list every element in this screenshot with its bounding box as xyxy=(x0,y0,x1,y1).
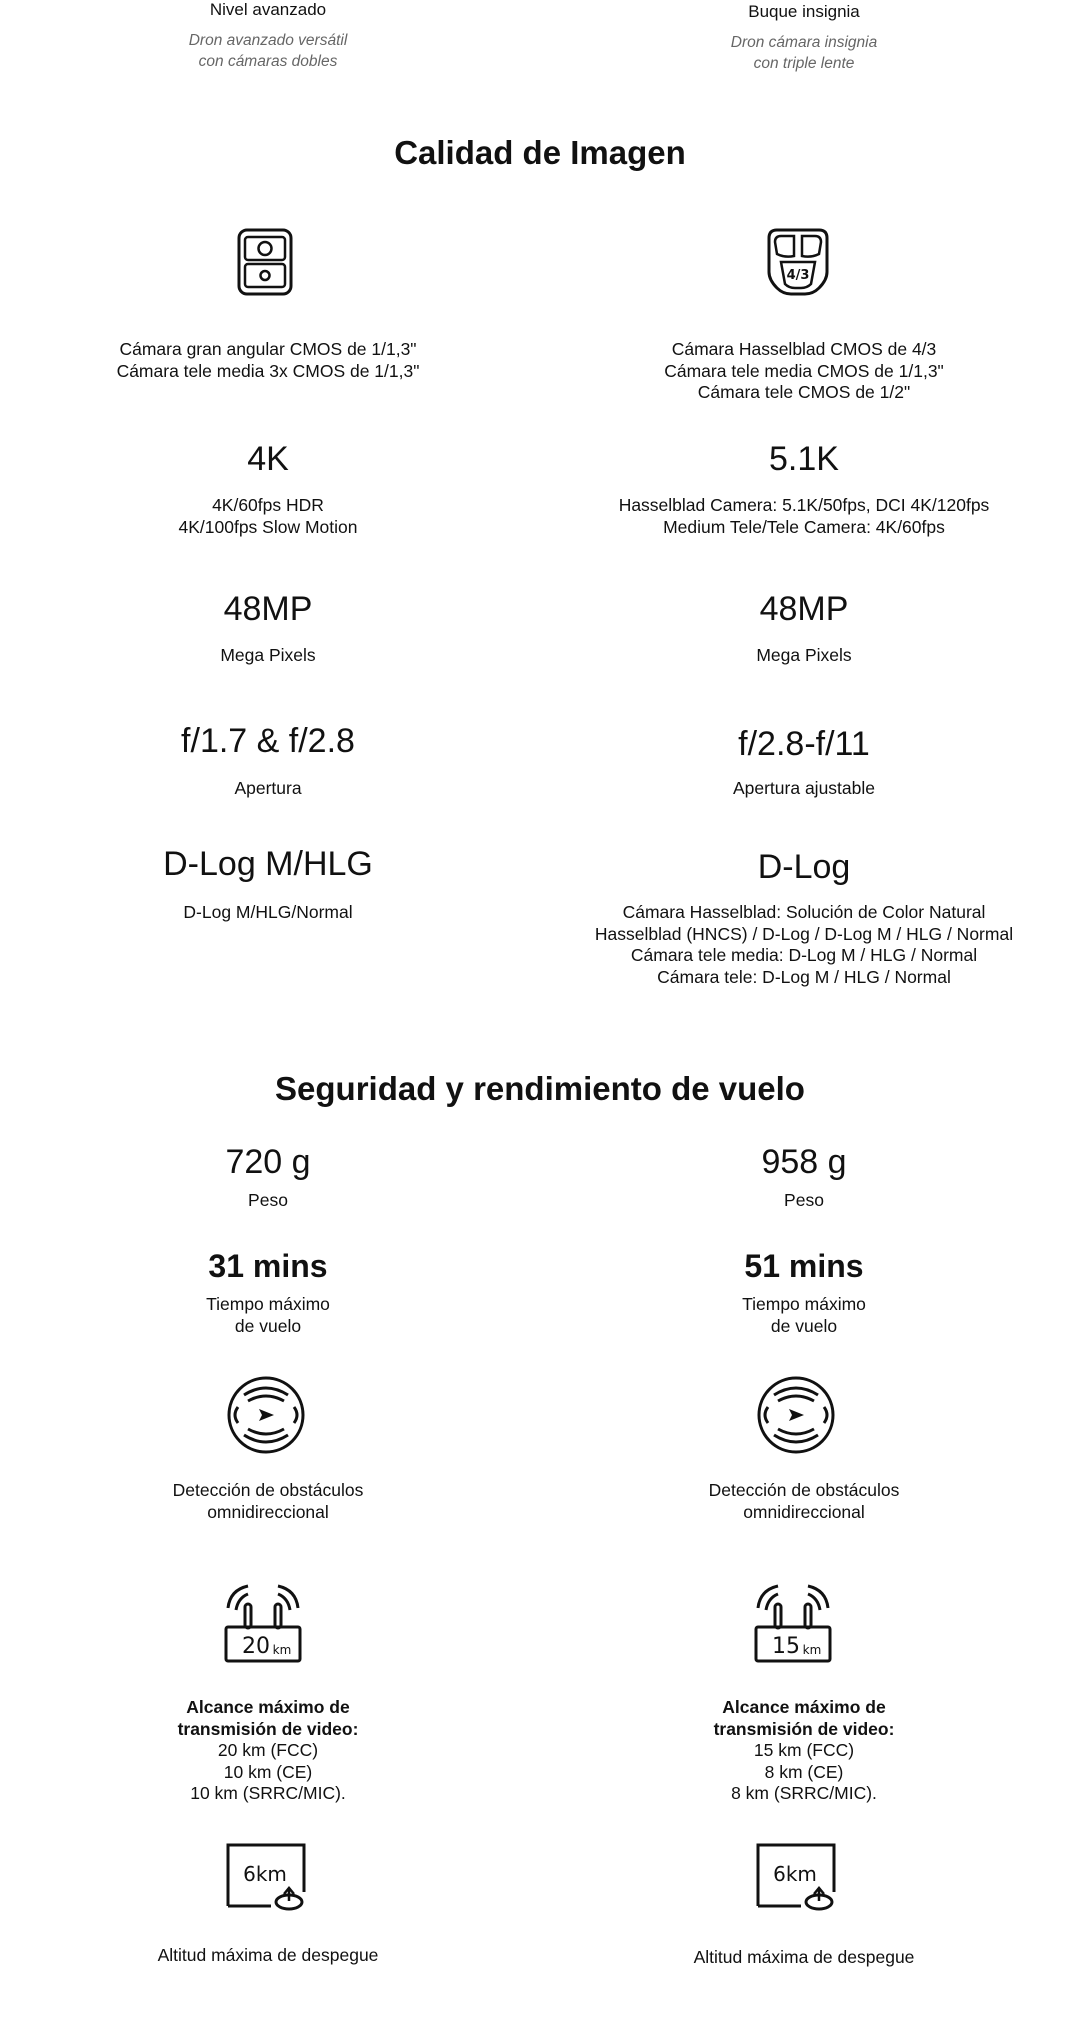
section-title-flight: Seguridad y rendimiento de vuelo xyxy=(275,1070,805,1107)
aperture-label-left: Apertura xyxy=(234,778,302,798)
aperture-label-right: Apertura ajustable xyxy=(732,778,876,798)
obstacle-sensing-icon xyxy=(756,1375,836,1455)
color-desc-right: Cámara Hasselblad: Solución de Color Natural Hasselblad (HNCS) / D-Log / D-Log M / HLG / Normal Cámara tele media: D-Log M / HLG / Normal Cámara tele: D-Log M / HLG / Normal xyxy=(594,902,1014,987)
aperture-value-left: f/1.7 & f/2.8 xyxy=(181,722,355,760)
video-value-right: 5.1K xyxy=(769,440,839,478)
range-icon-value-left: 20 xyxy=(242,1634,270,1659)
transmission-range-icon xyxy=(752,1580,834,1664)
video-desc-left: 4K/60fps HDR 4K/100fps Slow Motion xyxy=(178,495,358,537)
mp-value-right: 48MP xyxy=(759,590,849,628)
altitude-icon xyxy=(755,1842,837,1912)
weight-label-right: Peso xyxy=(784,1190,824,1210)
video-value-left: 4K xyxy=(247,440,289,478)
mp-label-left: Mega Pixels xyxy=(220,645,316,665)
flight-time-label-left: Tiempo máximo de vuelo xyxy=(206,1294,330,1336)
mp-label-right: Mega Pixels xyxy=(756,645,852,665)
video-desc-right: Hasselblad Camera: 5.1K/50fps, DCI 4K/120fps Medium Tele/Tele Camera: 4K/60fps xyxy=(618,495,990,537)
camera-format-label: 4/3 xyxy=(786,268,810,283)
sensors-right: Cámara Hasselblad CMOS de 4/3 Cámara tele media CMOS de 1/1,3" Cámara tele CMOS de 1/2" xyxy=(664,339,944,402)
altitude-icon xyxy=(225,1842,307,1912)
color-value-left: D-Log M/HLG xyxy=(163,845,373,883)
range-icon-unit-left: km xyxy=(272,1643,292,1657)
color-value-right: D-Log xyxy=(757,848,851,886)
weight-value-left: 720 g xyxy=(225,1143,311,1181)
obstacle-label-left: Detección de obstáculos omnidireccional xyxy=(172,1480,364,1522)
mp-value-left: 48MP xyxy=(223,590,313,628)
range-desc-right: Alcance máximo de transmisión de video: 15 km (FCC) 8 km (CE) 8 km (SRRC/MIC). xyxy=(713,1697,895,1803)
sensors-left: Cámara gran angular CMOS de 1/1,3" Cámara tele media 3x CMOS de 1/1,3" xyxy=(116,339,420,381)
flight-time-value-right: 51 mins xyxy=(744,1248,864,1284)
altitude-label-left: Altitud máxima de despegue xyxy=(157,1945,379,1965)
tagline-right: Dron cámara insignia con triple lente xyxy=(730,34,878,72)
aperture-value-right: f/2.8-f/11 xyxy=(738,725,870,763)
triple-camera-icon xyxy=(767,228,829,296)
range-desc-left: Alcance máximo de transmisión de video: 20 km (FCC) 10 km (CE) 10 km (SRRC/MIC). xyxy=(177,1697,359,1803)
range-icon-unit-right: km xyxy=(802,1643,822,1657)
altitude-label-right: Altitud máxima de despegue xyxy=(693,1947,915,1967)
altitude-icon-value-right: 6km xyxy=(773,1862,817,1886)
section-title-image-quality: Calidad de Imagen xyxy=(394,134,686,171)
transmission-range-icon xyxy=(222,1580,304,1664)
tier-right: Buque insignia xyxy=(748,2,860,21)
range-icon-value-right: 15 xyxy=(772,1634,800,1659)
dual-camera-icon xyxy=(237,228,293,296)
obstacle-sensing-icon xyxy=(226,1375,306,1455)
altitude-icon-value-left: 6km xyxy=(243,1862,287,1886)
obstacle-label-right: Detección de obstáculos omnidireccional xyxy=(708,1480,900,1522)
tagline-left: Dron avanzado versátil con cámaras dobles xyxy=(188,32,348,70)
flight-time-value-left: 31 mins xyxy=(208,1248,328,1284)
tier-left: Nivel avanzado xyxy=(209,0,327,19)
flight-time-label-right: Tiempo máximo de vuelo xyxy=(742,1294,866,1336)
color-desc-left: D-Log M/HLG/Normal xyxy=(183,902,353,922)
weight-label-left: Peso xyxy=(248,1190,288,1210)
weight-value-right: 958 g xyxy=(761,1143,847,1181)
